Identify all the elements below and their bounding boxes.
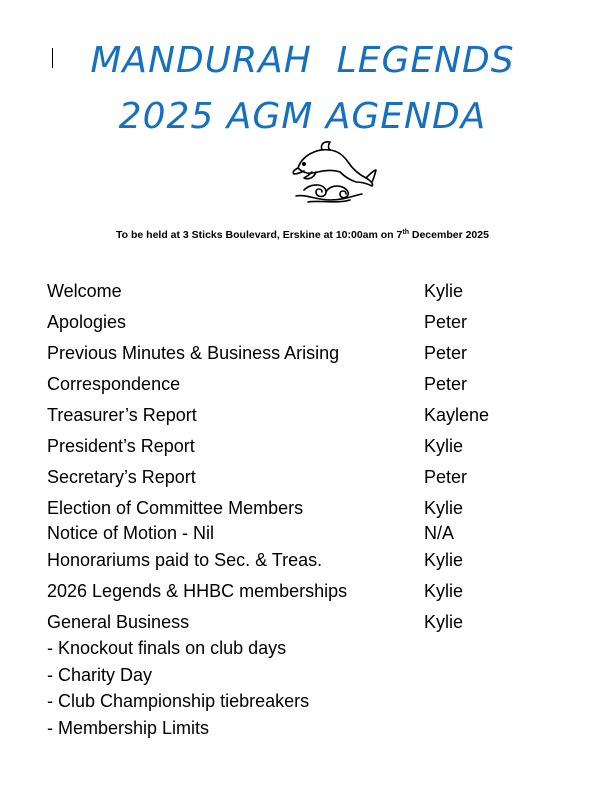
agenda-item: Treasurer’s Report: [47, 405, 197, 425]
agenda-owner: Kylie: [424, 436, 464, 456]
agenda-owner: N/A: [424, 523, 455, 543]
agenda-owner: Kylie: [424, 550, 464, 570]
general-business-subitem: - Knockout finals on club days: [47, 638, 287, 658]
venue-date-text: December 2025: [408, 229, 489, 241]
agenda-item: General Business: [47, 612, 190, 632]
agenda-item: Correspondence: [47, 374, 181, 394]
agenda-owner: Kylie: [424, 612, 464, 632]
agenda-owner: Kylie: [424, 498, 464, 518]
agenda-item: Secretary’s Report: [47, 467, 196, 487]
agenda-item: Welcome: [47, 281, 122, 301]
agenda-item: Honorariums paid to Sec. & Treas.: [47, 550, 323, 570]
general-business-subitem: - Membership Limits: [47, 718, 210, 738]
agenda-owner: Peter: [424, 467, 468, 487]
agenda-owner: Kylie: [424, 281, 464, 301]
agenda-owner: Kylie: [424, 581, 464, 601]
agenda-item: President’s Report: [47, 436, 195, 456]
agenda-item: Notice of Motion - Nil: [47, 523, 215, 543]
title-line-2: 2025 AGM AGENDA: [118, 96, 487, 137]
agenda-owner: Peter: [424, 312, 468, 332]
title-line-1: MANDURAH LEGENDS: [90, 40, 515, 81]
agenda-owner: Kaylene: [424, 405, 490, 425]
agenda-owner: Peter: [424, 343, 468, 363]
agenda-owner: Peter: [424, 374, 468, 394]
general-business-subitem: - Club Championship tiebreakers: [47, 691, 310, 711]
agenda-item: Previous Minutes & Business Arising: [47, 343, 340, 363]
agenda-item: 2026 Legends & HHBC memberships: [47, 581, 348, 601]
general-business-subitem: - Charity Day: [47, 665, 153, 685]
venue-text: To be held at 3 Sticks Boulevard, Erskine at 10:00am on 7: [116, 229, 403, 241]
agenda-item: Apologies: [47, 312, 127, 332]
agenda-item: Election of Committee Members: [47, 498, 304, 518]
venue-superscript: th: [402, 229, 409, 236]
